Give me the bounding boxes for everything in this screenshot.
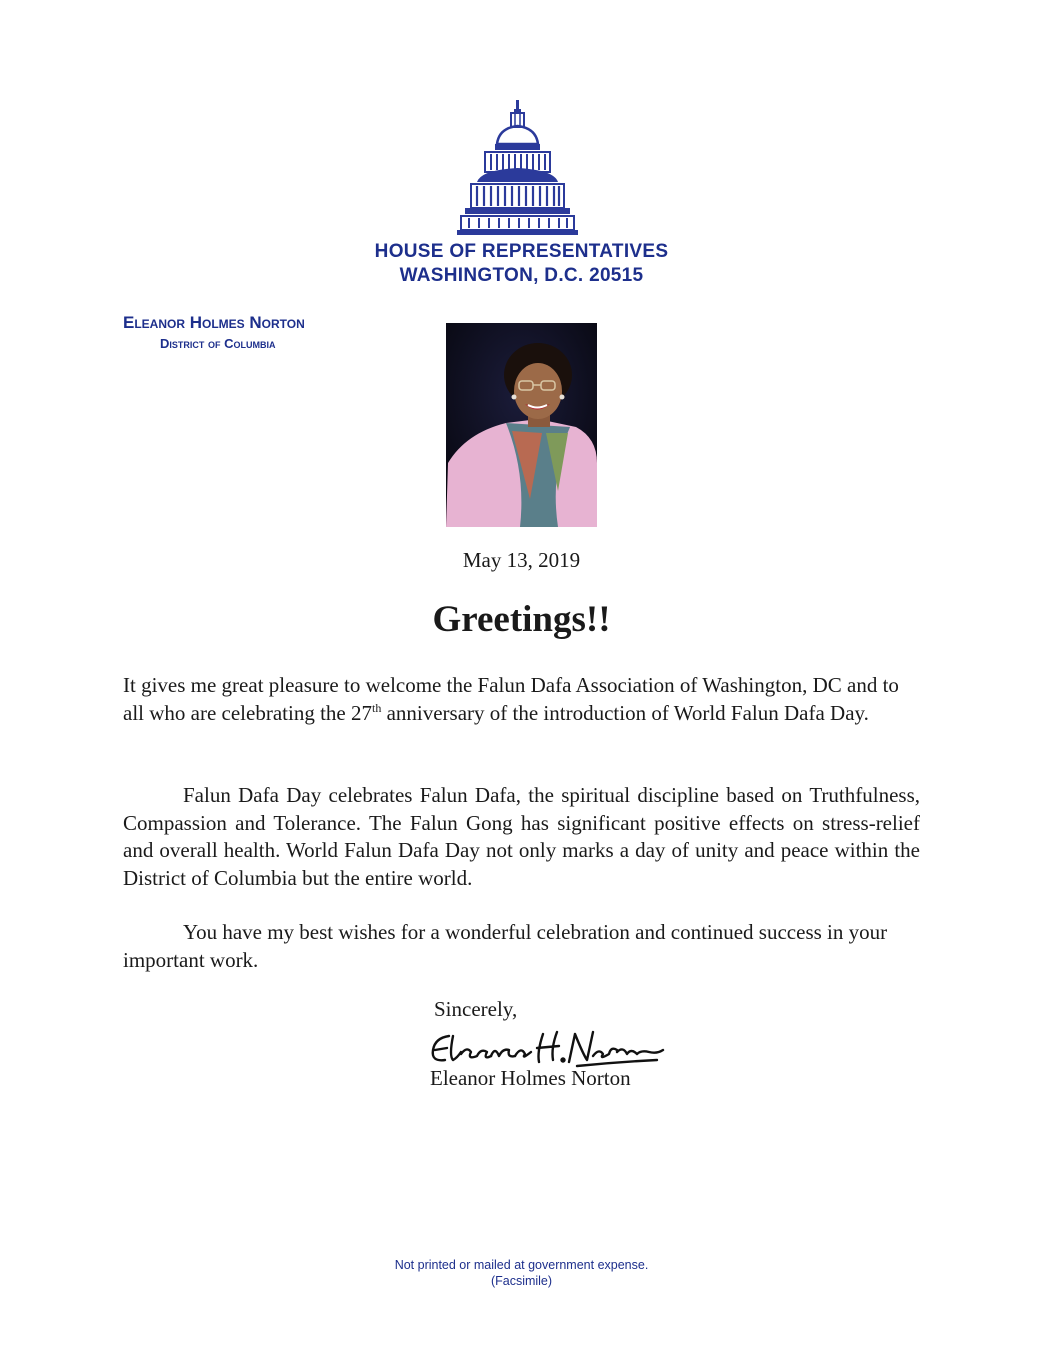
signer-name: Eleanor Holmes Norton [430,1066,631,1090]
paragraph-welcome-text: It gives me great pleasure to welcome the Falun Dafa Association of Washington, DC and to all who are celebrating the 27 [123,673,899,725]
ordinal-suffix: th [371,700,382,715]
handwritten-signature [427,1026,667,1071]
portrait-photo [446,323,597,527]
member-name: Eleanor Holmes Norton [123,313,305,332]
paragraph-wishes [123,919,920,974]
closing: Sincerely, [434,997,518,1021]
greeting-heading: Greetings!! [432,599,611,640]
footer-facsimile: (Facsimile) [490,1274,553,1288]
capitol-dome-icon [455,98,580,238]
paragraph-celebration [123,782,920,892]
paragraph-welcome-text-end: anniversary of the introduction of World Falun Dafa Day. [381,700,869,725]
office-address: WASHINGTON, D.C. 20515 [399,265,644,286]
footer-disclaimer: Not printed or mailed at government expense. [394,1258,649,1272]
member-district: District of Columbia [160,336,276,351]
office-title: HOUSE OF REPRESENTATIVES [374,241,669,262]
paragraph-wishes-text: You have my best wishes for a wonderful celebration and continued success in your important work. [123,920,888,972]
paragraph-welcome [123,672,920,727]
letter-date: May 13, 2019 [462,548,581,572]
paragraph-celebration-text: Falun Dafa Day celebrates Falun Dafa, the spiritual discipline based on Truthfulness, Compassion and Tolerance. The Falun Gong has significant positive effects on stress-relief and overall health. World Falun Dafa Day not only marks a day of unity and peace within the District of Columbia but the entire world. [123,783,920,890]
